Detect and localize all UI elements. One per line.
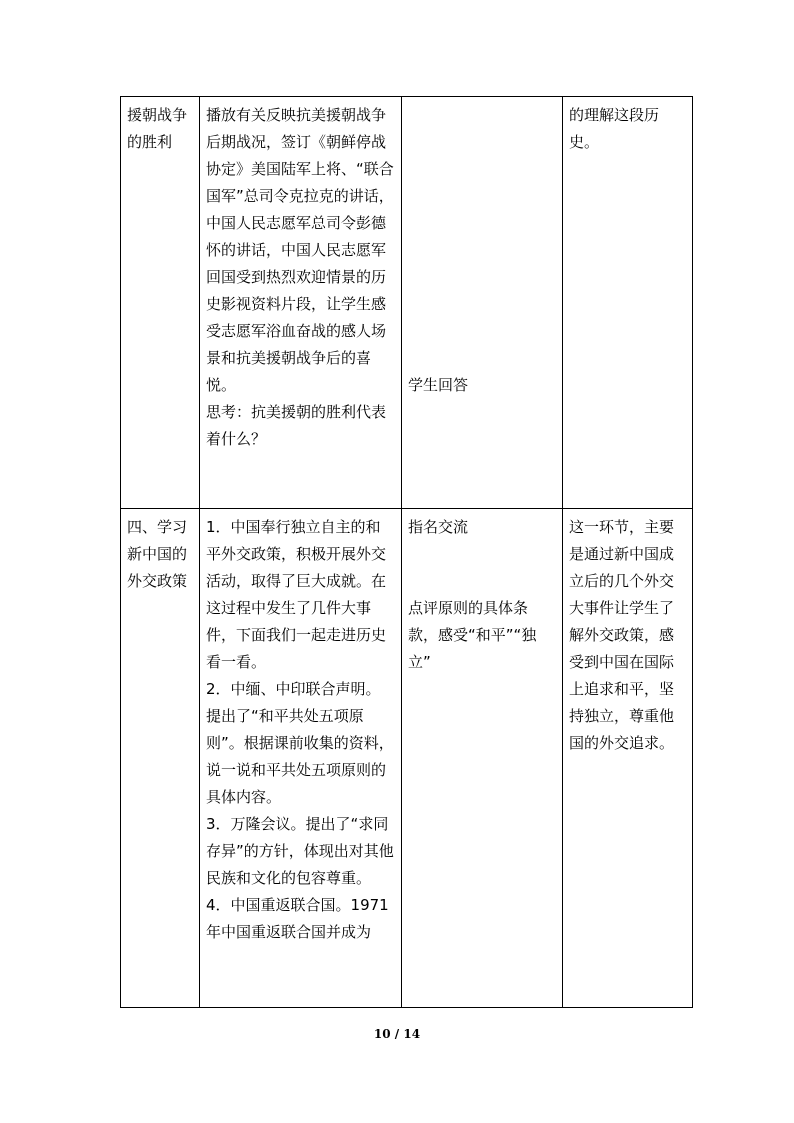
- design-intent-cell: [563, 509, 693, 1008]
- teacher-activity-text: 播放有关反映抗美援朝战争后期战况，签订《朝鲜停战协定》美国陆军上将、“联合国军”总司令克拉克的讲话，中国人民志愿军总司令彭德怀的讲话，中国人民志愿军回国受到热烈欢迎情景的历史影视资料片段，让学生感受志愿军浴血奋战的感人场景和抗美援朝战争后的喜悦。: [206, 106, 394, 394]
- spacer: [408, 102, 556, 372]
- teacher-activity-text: 4．中国重返联合国。1971年中国重返联合国并成为: [206, 896, 389, 941]
- student-activity-text: 学生回答: [408, 376, 469, 394]
- teacher-activity-text: 3．万隆会议。提出了“求同存异”的方针，体现出对其他民族和文化的包容尊重。: [206, 815, 394, 887]
- design-intent-text: 这一环节，主要是通过新中国成立后的几个外交大事件让学生了解外交政策，感受到中国在国际上追求和平，坚持独立，尊重他国的外交追求。: [569, 518, 675, 752]
- teacher-activity-cell: [200, 509, 402, 1008]
- table-row: [121, 509, 693, 1008]
- table-row: [121, 97, 693, 509]
- teacher-activity-text: 2．中缅、中印联合声明。提出了“和平共处五项原则”。根据课前收集的资料，说一说和平共处五项原则的具体内容。: [206, 680, 394, 806]
- student-activity-cell: [402, 97, 563, 509]
- teacher-question-text: 思考：抗美援朝的胜利代表着什么？: [206, 403, 387, 448]
- section-title: 四、学习新中国的外交政策: [127, 518, 188, 590]
- student-activity-text: 点评原则的具体条款，感受“和平”“独立”: [408, 599, 537, 671]
- teacher-activity-text: 1．中国奉行独立自主的和平外交政策，积极开展外交活动，取得了巨大成就。在这过程中发生了几件大事件，下面我们一起走进历史看一看。: [206, 518, 387, 671]
- design-intent-cell: [563, 97, 693, 509]
- section-title: 援朝战争的胜利: [127, 106, 188, 151]
- lesson-plan-table: [120, 96, 693, 1008]
- student-activity-text: 指名交流: [408, 518, 469, 536]
- student-activity-cell: [402, 509, 563, 1008]
- section-title-cell: [121, 97, 200, 509]
- section-title-cell: [121, 509, 200, 1008]
- design-intent-text: 的理解这段历史。: [569, 106, 660, 151]
- spacer: [408, 541, 556, 595]
- page-number: 10 / 14: [373, 1027, 421, 1041]
- teacher-activity-cell: [200, 97, 402, 509]
